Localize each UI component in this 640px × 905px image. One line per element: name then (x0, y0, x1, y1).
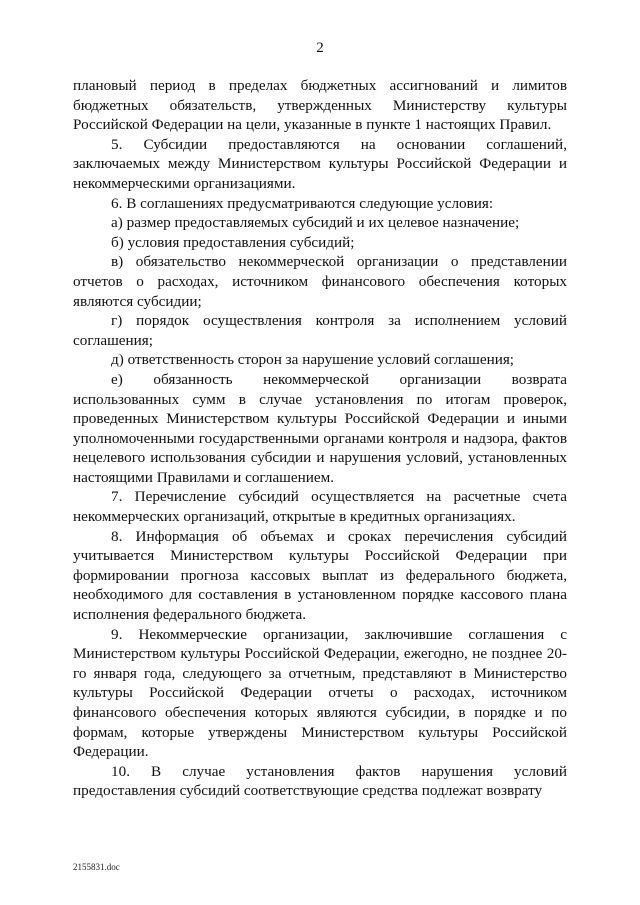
paragraph-5: 5. Субсидии предоставляются на основании соглашений, заключаемых между Министерством культуры Российской Федерации и некоммерческими организациями. (73, 135, 567, 192)
document-body (73, 76, 567, 801)
paragraph-9: 9. Некоммерческие организации, заключившие соглашения с Министерством культуры Российской Федерации, ежегодно, не позднее 20-го января года, следующего за отчетным, представляют в Министерство культуры Российской Федерации отчеты о расходах, источником финансового обеспечения которых являются субсидии, в порядке и по формам, которые утверждены Министерством культуры Российской Федерации. (73, 625, 567, 761)
paragraph-7: 7. Перечисление субсидий осуществляется на расчетные счета некоммерческих организаций, открытые в кредитных организациях. (73, 488, 567, 526)
paragraph-6e: е) обязанность некоммерческой организации возврата использованных сумм в случае установления по итогам проверок, проведенных Министерством культуры Российской Федерации и иными уполномоченными государственными органами контроля и надзора, фактов нецелевого использования субсидии и нарушения условий, установленных настоящими Правилами и соглашением. (73, 370, 567, 486)
paragraph-6v: в) обязательство некоммерческой организации о представлении отчетов о расходах, источником финансового обеспечения которых являются субсидии; (73, 253, 567, 310)
paragraph-6: 6. В соглашениях предусматриваются следующие условия: (111, 194, 494, 212)
paragraph-6d: д) ответственность сторон за нарушение условий соглашения; (111, 351, 515, 369)
paragraph-6b: б) условия предоставления субсидий; (111, 233, 355, 251)
file-name-footer: 2155831.doc (73, 862, 120, 872)
paragraph-6g: г) порядок осуществления контроля за исполнением условий соглашения; (73, 312, 567, 349)
paragraph-6a: а) размер предоставляемых субсидий и их целевое назначение; (111, 214, 520, 232)
paragraph-8: 8. Информация об объемах и сроках перечисления субсидий учитывается Министерством культуры Российской Федерации при формировании прогноза кассовых выплат из федерального бюджета, необходимого для составления в установленном порядке кассового плана исполнения федерального бюджета. (73, 527, 567, 624)
page-number: 2 (316, 40, 324, 56)
paragraph-continuation: плановый период в пределах бюджетных ассигнований и лимитов бюджетных обязательств, утвержденных Министерству культуры Российской Федерации на цели, указанные в пункте 1 настоящих Правил. (73, 77, 567, 134)
paragraph-10: 10. В случае установления фактов нарушения условий предоставления субсидий соответствующие средства подлежат возврату (73, 762, 567, 800)
